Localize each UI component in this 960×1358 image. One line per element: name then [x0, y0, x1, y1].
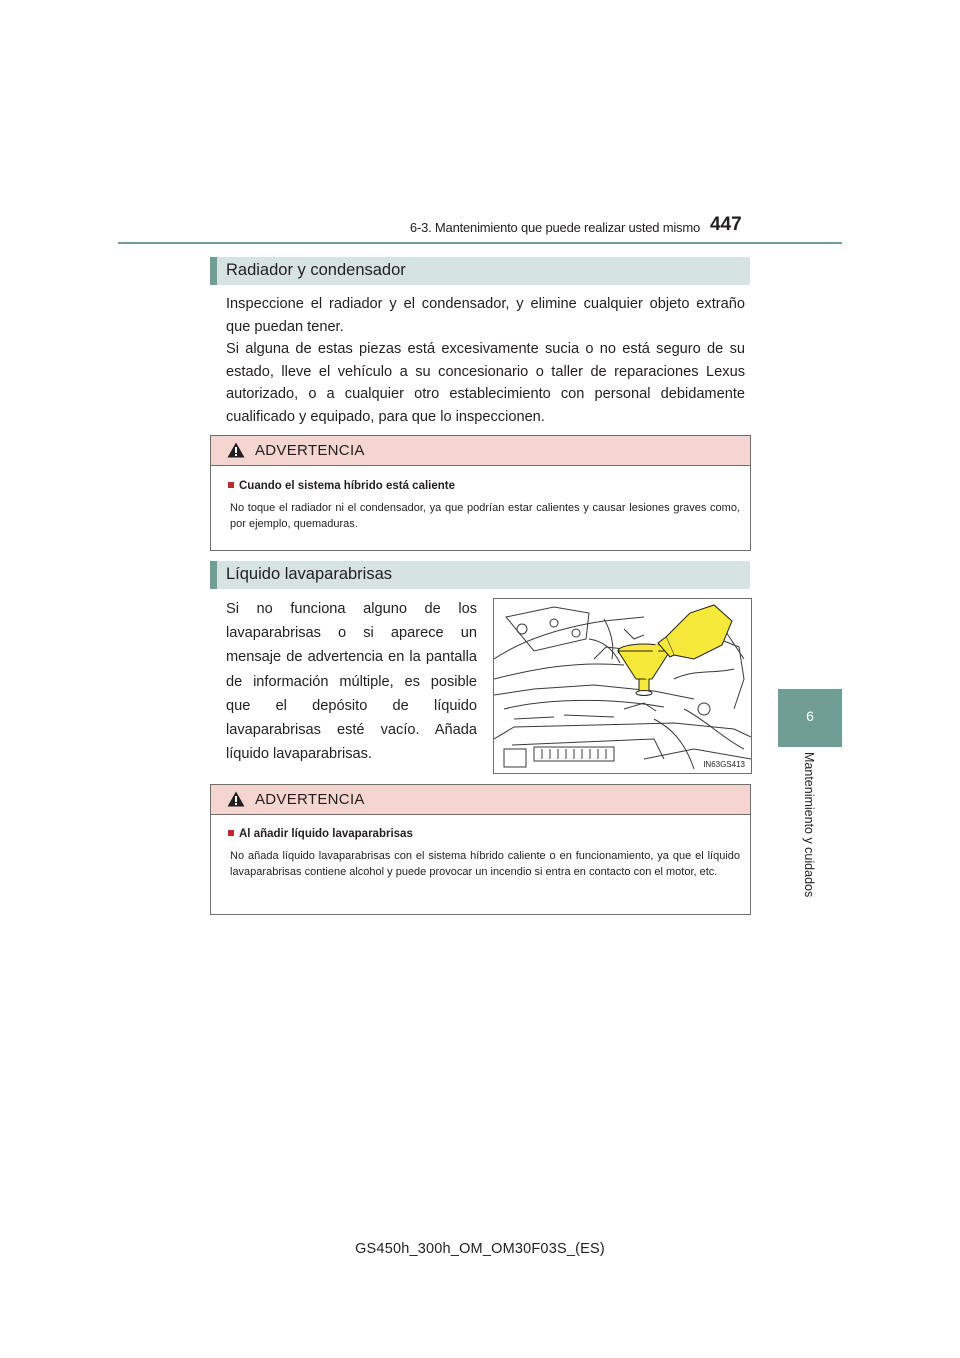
warning-triangle-icon: [227, 442, 245, 458]
warning-box-adding-fluid: [210, 784, 751, 915]
warning-item-body: No toque el radiador ni el condensador, ya que podrían estar calientes y causar lesiones graves como, por ejemplo, quemaduras.: [230, 502, 740, 530]
section-heading-bar: [210, 561, 217, 589]
chapter-label-container: [778, 752, 842, 912]
section-heading-bar: [210, 257, 217, 285]
header-rule: [118, 242, 842, 244]
running-header-title: 6-3. Mantenimiento que puede realizar usted mismo: [409, 220, 700, 235]
paragraph-inspection: Inspeccione el radiador y el condensador, y elimine cualquier objeto extraño que puedan tener.: [226, 296, 745, 335]
warning-item-title: [228, 480, 455, 492]
document-code: GS450h_300h_OM_OM30F03S_(ES): [355, 1241, 605, 1257]
warning-triangle-icon: [227, 791, 245, 807]
paragraph-dealer: Si alguna de estas piezas está excesivamente sucia o no está seguro de su estado, lleve el vehículo a su concesionario o taller de reparaciones Lexus autorizado, o a cualquier otro establecimiento con personal debidamente cualificado y equipado, para que lo inspeccionen.: [226, 341, 745, 425]
section-heading-lavaparabrisas: [210, 561, 750, 589]
warning-title: ADVERTENCIA: [255, 442, 365, 459]
illustration-code: IN63GS413: [703, 760, 745, 769]
section-heading-radiador: [210, 257, 750, 285]
chapter-label: Mantenimiento y cuidados: [802, 752, 816, 898]
section-heading-text: Radiador y condensador: [226, 261, 406, 279]
warning-header: [211, 436, 750, 466]
warning-title: ADVERTENCIA: [255, 791, 365, 808]
warning-box-hot-system: [210, 435, 751, 551]
washer-fluid-refill-drawing: [494, 599, 751, 773]
warning-item-title: [228, 828, 413, 840]
paragraph-washer-fluid: Si no funciona alguno de los lavaparabrisas o si aparece un mensaje de advertencia en la pantalla de información múltiple, es posible que el depósito de líquido lavaparabrisas esté vacío. Añada líquido lavaparabrisas.: [226, 601, 477, 763]
warning-header: [211, 785, 750, 815]
bullet-square-icon: [228, 482, 234, 488]
warning-item-body: No añada líquido lavaparabrisas con el sistema híbrido caliente o en funcionamiento, ya que el líquido lavaparabrisas contiene alcohol y puede provocar un incendio si entra en contacto con el motor, etc.: [230, 850, 740, 878]
warning-item-title-text: Cuando el sistema híbrido está caliente: [239, 480, 456, 492]
section-heading-text: Líquido lavaparabrisas: [226, 565, 393, 583]
chapter-number: 6: [806, 708, 814, 724]
page-number: 447: [710, 214, 742, 235]
warning-item-title-text: Al añadir líquido lavaparabrisas: [239, 828, 413, 840]
engine-bay-illustration: [493, 598, 752, 774]
bullet-square-icon: [228, 830, 234, 836]
